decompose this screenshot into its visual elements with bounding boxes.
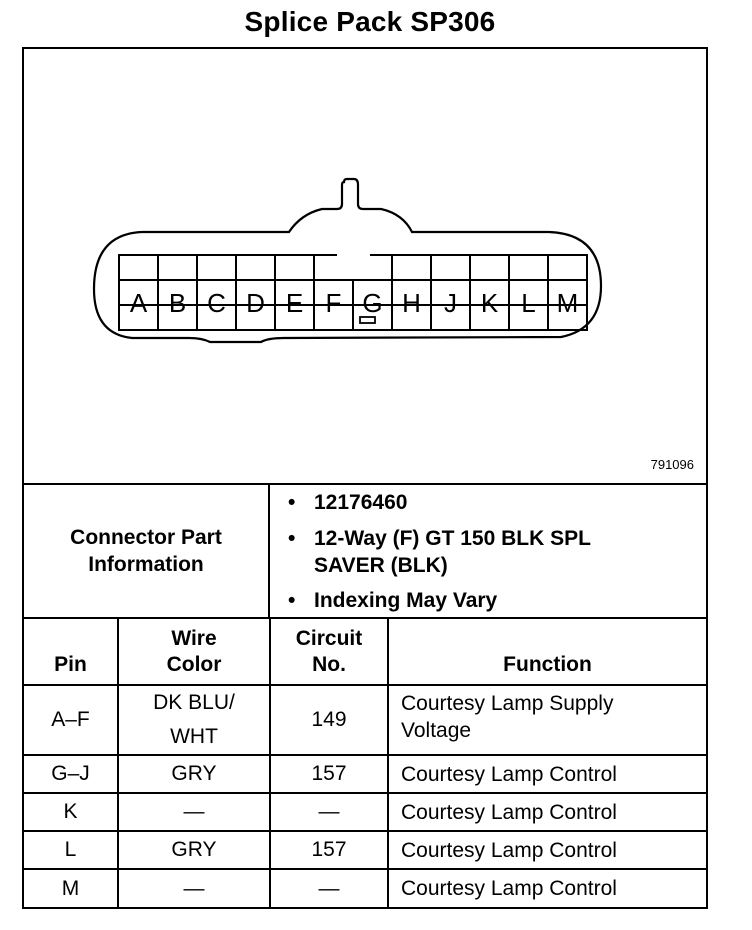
function-cell: Courtesy Lamp Control <box>388 755 706 793</box>
cavity-label: E <box>285 288 304 318</box>
cavity-label: D <box>246 288 265 318</box>
table-row <box>24 685 706 755</box>
cavity-label: J <box>444 288 457 318</box>
function-cell: Courtesy Lamp Supply Voltage <box>388 685 706 755</box>
pin-cell: K <box>24 793 118 831</box>
cavity-label: F <box>325 288 342 318</box>
strip-gap <box>337 253 370 263</box>
wire-color-cell: DK BLU/ WHT <box>118 685 270 755</box>
indexing-item: • Indexing May Vary <box>288 589 498 612</box>
function-cell: Courtesy Lamp Control <box>388 869 706 907</box>
table-row <box>24 869 706 907</box>
cavity-label: B <box>168 288 187 318</box>
part-info-list <box>272 485 706 617</box>
connector-face-drawing <box>24 49 706 483</box>
wire-color-cell: — <box>118 793 270 831</box>
pin-cell: G–J <box>24 755 118 793</box>
cavity-label: H <box>402 288 421 318</box>
pin-header: Pin <box>24 619 118 685</box>
part-number-item: • 12176460 <box>288 491 408 514</box>
wire-color-cell: — <box>118 869 270 907</box>
circuit-header: Circuit No. <box>270 619 388 685</box>
circuit-cell: — <box>270 793 388 831</box>
part-info-label <box>24 485 270 617</box>
function-header: Function <box>388 619 706 685</box>
circuit-cell: 149 <box>270 685 388 755</box>
wire-color-cell: GRY <box>118 831 270 869</box>
part-info-label-line2: Information <box>88 553 204 576</box>
pin-cell: L <box>24 831 118 869</box>
part-info-label-line1: Connector Part <box>70 526 222 549</box>
function-cell: Courtesy Lamp Control <box>388 831 706 869</box>
circuit-cell: — <box>270 869 388 907</box>
pin-cell: A–F <box>24 685 118 755</box>
cavity-label: L <box>521 288 536 318</box>
circuit-cell: 157 <box>270 755 388 793</box>
circuit-cell: 157 <box>270 831 388 869</box>
cavity-label: A <box>129 288 148 318</box>
connector-part-information <box>24 485 706 619</box>
connector-type-item: • 12-Way (F) GT 150 BLK SPL SAVER (BLK) <box>288 527 591 577</box>
cavity-label: M <box>556 288 579 318</box>
splice-pack-sheet <box>22 47 708 909</box>
cavity-label: C <box>207 288 226 318</box>
connector-diagram <box>24 49 706 485</box>
pin-table <box>24 619 706 907</box>
table-row <box>24 755 706 793</box>
table-header-row <box>24 619 706 685</box>
wire-color-header: Wire Color <box>118 619 270 685</box>
page-title: Splice Pack SP306 <box>244 6 496 37</box>
function-cell: Courtesy Lamp Control <box>388 793 706 831</box>
wire-color-cell: GRY <box>118 755 270 793</box>
cavity-label: G <box>362 288 383 318</box>
table-row <box>24 831 706 869</box>
cavity-label: K <box>480 288 499 318</box>
pin-cell: M <box>24 869 118 907</box>
figure-number: 791096 <box>650 457 694 472</box>
table-row <box>24 793 706 831</box>
